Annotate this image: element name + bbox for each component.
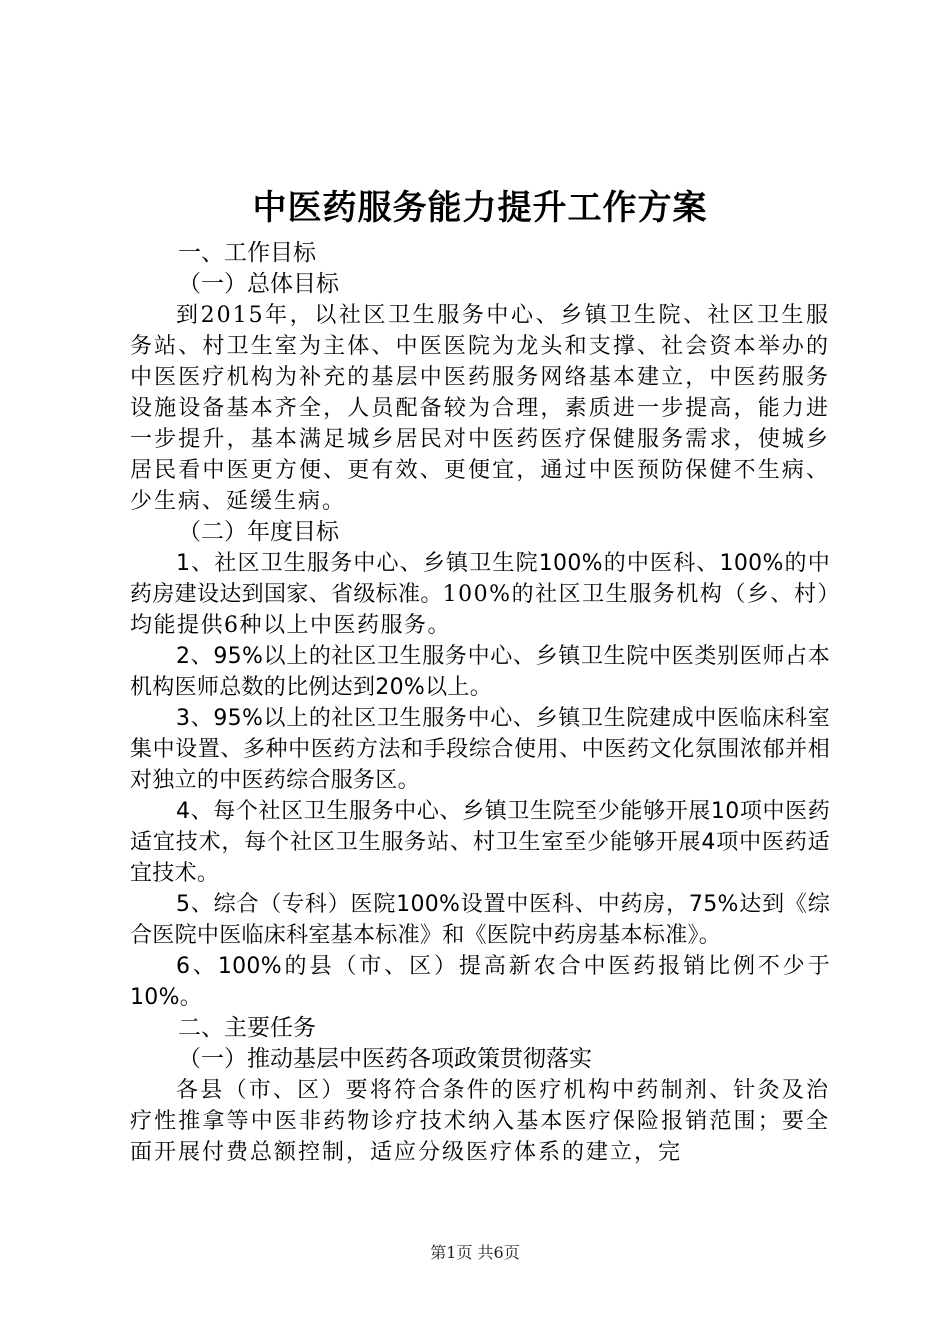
section-heading-goals: 一、工作目标 bbox=[178, 240, 316, 266]
subsection-heading-policy: （一）推动基层中医药各项政策贯彻落实 bbox=[178, 1046, 592, 1072]
annual-goal-3: 3、95%以上的社区卫生服务中心、乡镇卫生院建成中医临床科室集中设置、多种中医药方法和手段综合使用、中医药文化氛围浓郁并相对独立的中医药综合服务区。 bbox=[130, 706, 830, 793]
document-page bbox=[130, 180, 830, 1168]
subsection-heading-annual: （二）年度目标 bbox=[178, 519, 339, 545]
overall-goal-paragraph: 到2015年，以社区卫生服务中心、乡镇卫生院、社区卫生服务站、村卫生室为主体、中医医院为龙头和支撑、社会资本举办的中医医疗机构为补充的基层中医药服务网络基本建立，中医药服务设施设备基本齐全，人员配备较为合理，素质进一步提高，能力进一步提升，基本满足城乡居民对中医药医疗保健服务需求，使城乡居民看中医更方便、更有效、更便宜，通过中医预防保健不生病、少生病、延缓生病。 bbox=[130, 303, 830, 514]
document-title: 中医药服务能力提升工作方案 bbox=[252, 188, 708, 228]
annual-goal-6: 6、100%的县（市、区）提高新农合中医药报销比例不少于10%。 bbox=[130, 954, 830, 1010]
annual-goal-4: 4、每个社区卫生服务中心、乡镇卫生院至少能够开展10项中医药适宜技术，每个社区卫生服务站、村卫生室至少能够开展4项中医药适宜技术。 bbox=[130, 799, 830, 886]
annual-goal-1-text: 1、社区卫生服务中心、乡镇卫生院100%的中医科、100%的中药房建设达到国家、省级标准。 bbox=[130, 551, 830, 607]
annual-goal-5: 5、综合（专科）医院100%设置中医科、中药房，75%达到《综合医院中医临床科室基本标准》和《医院中药房基本标准》。 bbox=[130, 892, 830, 948]
annual-goal-1-continued: 100%的社区卫生服务机构（乡、村）均能提供6种以上中医药服务。 bbox=[130, 582, 830, 638]
policy-task-paragraph: 各县（市、区）要将符合条件的医疗机构中药制剂、针灸及治疗性推拿等中医非药物诊疗技术纳入基本医疗保险报销范围；要全面开展付费总额控制，适应分级医疗体系的建立，完 bbox=[130, 1078, 830, 1165]
annual-goal-1 bbox=[130, 548, 830, 641]
annual-goal-2: 2、95%以上的社区卫生服务中心、乡镇卫生院中医类别医师占本机构医师总数的比例达到20%以上。 bbox=[130, 644, 830, 700]
page-footer: 第1页 共6页 bbox=[430, 1243, 520, 1262]
subsection-heading-overall: （一）总体目标 bbox=[178, 271, 339, 297]
section-heading-tasks: 二、主要任务 bbox=[178, 1015, 316, 1041]
